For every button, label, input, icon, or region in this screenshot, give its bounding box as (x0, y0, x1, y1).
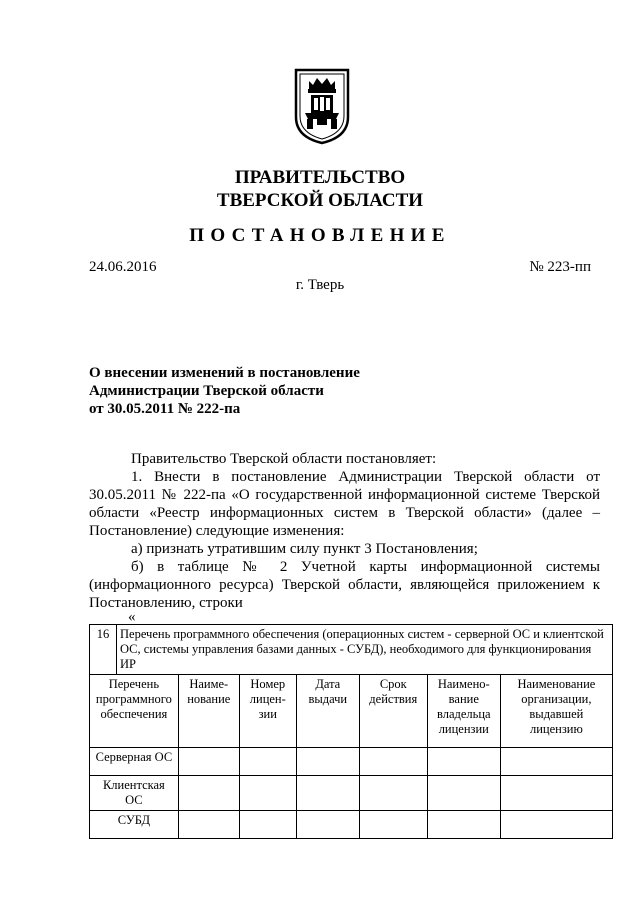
table-cell (500, 776, 612, 811)
government-name-line2: ТВЕРСКОЙ ОБЛАСТИ (216, 190, 424, 211)
table-cell (178, 748, 239, 776)
table-cell (178, 811, 239, 839)
table-title-row (90, 625, 613, 675)
column-header: Перечень программного обеспечения (90, 675, 179, 748)
table-cell (359, 776, 427, 811)
table-header-row (90, 675, 613, 748)
column-header: Наимено-вание владельца лицензии (427, 675, 500, 748)
table-cell (296, 776, 359, 811)
table-cell (359, 748, 427, 776)
column-header: Наиме-нование (178, 675, 239, 748)
row-label: Клиентская ОС (90, 776, 179, 811)
table-row (90, 748, 613, 776)
table-cell (359, 811, 427, 839)
document-subject (89, 364, 360, 418)
row-title-cell: Перечень программного обеспечения (операционных систем - серверной ОС и клиентской ОС, системы управления базами данных - СУБД), необходимого для функционирования ИР (117, 625, 613, 675)
column-header: Дата выдачи (296, 675, 359, 748)
document-number: № 223-пп (529, 259, 591, 275)
subject-line: Администрации Тверской области (89, 383, 324, 399)
document-type-title: ПОСТАНОВЛЕНИЕ (189, 225, 451, 246)
column-header: Номер лицен-зии (239, 675, 296, 748)
document-city: г. Тверь (295, 277, 345, 293)
table-cell (239, 811, 296, 839)
table-cell (427, 776, 500, 811)
coat-of-arms-icon (293, 67, 351, 145)
subject-line: О внесении изменений в постановление (89, 365, 360, 381)
item-a-paragraph: а) признать утратившим силу пункт 3 Постановления; (131, 541, 478, 557)
row-number-cell: 16 (90, 625, 117, 675)
opening-quote: « (128, 609, 136, 625)
government-name-line1: ПРАВИТЕЛЬСТВО (234, 167, 406, 188)
table-cell (178, 776, 239, 811)
table-cell (427, 811, 500, 839)
intro-paragraph: Правительство Тверской области постановляет: (131, 451, 437, 467)
column-header: Наименование организации, выдавшей лицензию (500, 675, 612, 748)
table-cell (427, 748, 500, 776)
table-cell (239, 776, 296, 811)
column-header: Срок действия (359, 675, 427, 748)
license-table (89, 624, 613, 839)
table-cell (296, 811, 359, 839)
table-row (90, 776, 613, 811)
table-row (90, 811, 613, 839)
table-cell (296, 748, 359, 776)
row-label: Серверная ОС (90, 748, 179, 776)
row-label: СУБД (90, 811, 179, 839)
table-cell (500, 748, 612, 776)
subject-line: от 30.05.2011 № 222-па (89, 401, 241, 417)
item-1-paragraph: 1. Внести в постановление Администрации Тверской области от 30.05.2011 № 222-па «О государственной информационной системе Тверской области «Реестр информационных систем в Тверской области» (далее – Постановление) следующие изменения: (89, 469, 600, 539)
table-cell (239, 748, 296, 776)
table-cell (500, 811, 612, 839)
document-date: 24.06.2016 (89, 259, 157, 275)
item-b-paragraph: б) в таблице № 2 Учетной карты информационной системы (информационного ресурса) Тверской области, являющейся приложением к Постановлению, строки (89, 559, 600, 611)
